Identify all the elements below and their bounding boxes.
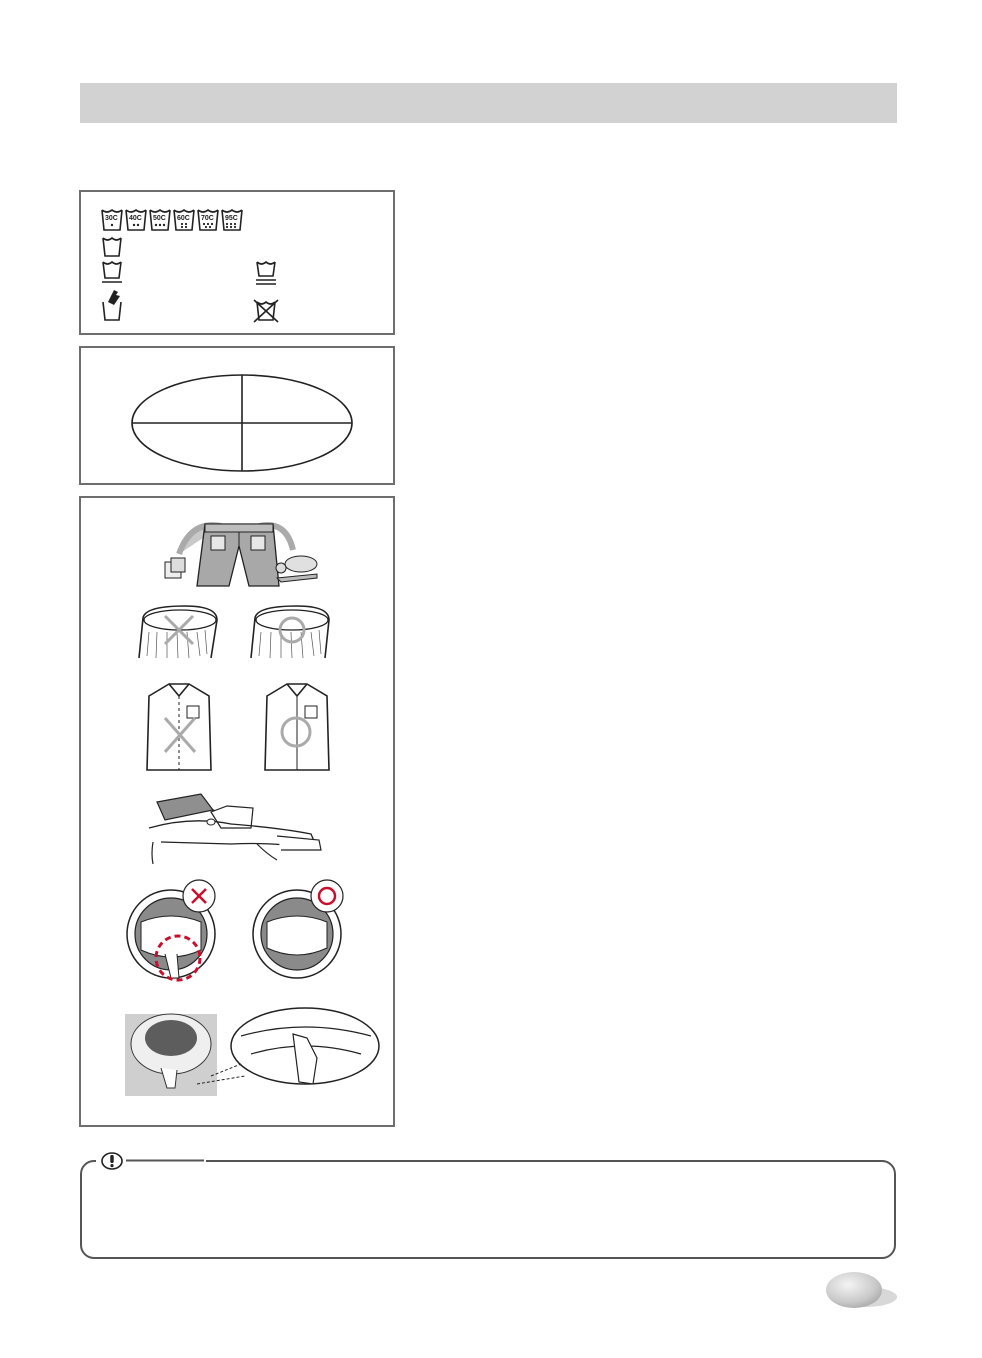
door-clear-wrong-illustration [127,880,215,980]
empty-pockets-illustration [165,524,317,586]
wash-very-gentle-icon [256,262,276,284]
notice-label-gap [96,1152,206,1170]
wash-temp-label: 30C [105,215,118,222]
sorting-ellipse-diagram [81,348,393,483]
page-number-badge [825,1271,883,1309]
pretreat-stain-illustration [149,794,321,864]
button-shirt-correct-illustration [265,684,329,770]
wash-30c-icon [102,210,122,230]
care-label-symbols-panel [79,190,395,335]
wash-50c-icon [150,210,170,230]
wash-60c-icon [174,210,194,230]
fasten-waistband-wrong-illustration [139,606,217,658]
wash-95c-icon [222,210,242,230]
notice-box [80,1160,896,1259]
door-clear-correct-illustration [253,880,343,978]
exclamation-icon [102,1153,122,1169]
section-header-bar [80,83,897,123]
wash-temp-label: 60C [177,215,190,222]
wash-normal-icon [103,238,121,256]
wash-temp-label: 50C [153,215,166,222]
wash-70c-icon [198,210,218,230]
wash-temp-label: 70C [201,215,214,222]
load-check-zoom-illustration [197,1008,379,1084]
sorting-diagram-panel [79,346,395,485]
wash-temp-label: 95C [225,215,238,222]
load-check-photo-illustration [125,1014,217,1096]
fasten-waistband-correct-illustration [251,606,329,658]
wash-temp-label: 40C [129,215,142,222]
wash-40c-icon [126,210,146,230]
hand-wash-icon [103,290,121,320]
button-shirt-wrong-illustration [147,684,211,770]
do-not-wash-icon [254,300,278,322]
care-symbols-graphic [81,192,393,333]
preparation-illustrations [81,498,393,1125]
wash-gentle-icon [102,262,122,282]
preparation-illustrations-panel [79,496,395,1127]
